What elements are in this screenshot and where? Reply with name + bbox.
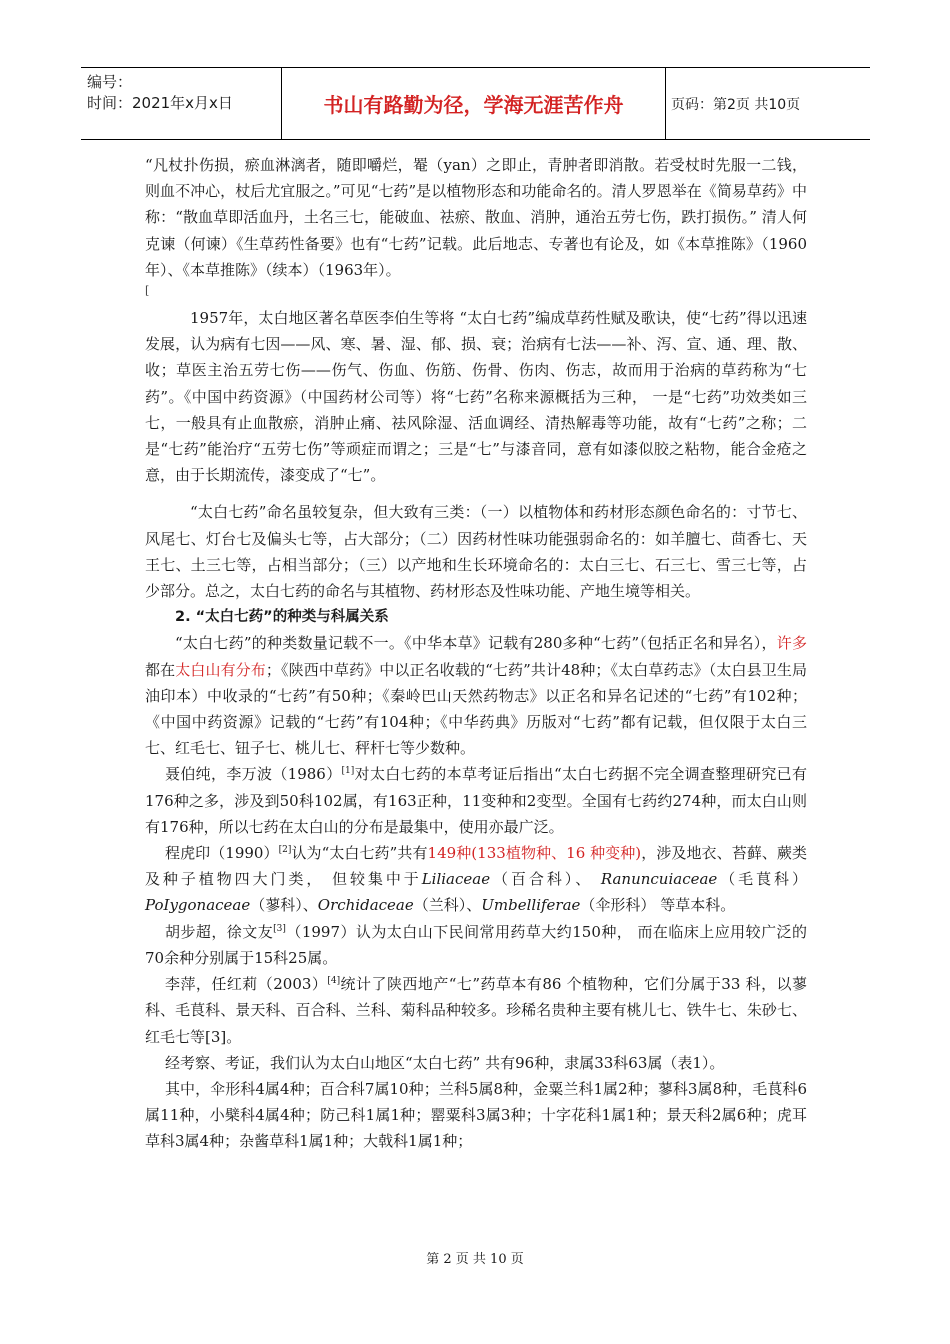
highlight-text: 太白山有分布	[175, 660, 266, 679]
latin-name: Liliaceae	[421, 870, 491, 889]
reference-1: [1]	[341, 766, 355, 777]
highlight-text: 许多	[776, 634, 807, 653]
header-page-label: 页码：第2页 共10页	[671, 96, 801, 113]
page-footer: 第 2 页 共 10 页	[426, 1252, 524, 1267]
paragraph-10: 其中，伞形科4属4种；百合科7属10种；兰科5属8种，金粟兰科1属2种；蓼科3属8种，毛茛科6属11种，小檗科4属4种；防己科1属1种；罂粟科3属3种；十字花科1属1种；景天科2属6种；虎耳草科3属4种；杂酱草科1属1种；大戟科1属1种；	[145, 1079, 807, 1151]
header-left	[87, 72, 233, 114]
latin-name: Orchidaceae	[317, 896, 414, 915]
stray-bracket: [	[145, 284, 150, 298]
paragraph-5: 聂伯纯，李万波（1986）[1]对太白七药的本草考证后指出“太白七药据不完全调查整理研究已有176种之多，涉及到50科102属，有163正种，11变种和2变型。全国有七药约274种，而太白山则有176种，所以七药在太白山的分布是最集中，使用亦最广泛。	[145, 765, 807, 836]
paragraph-8: 李萍，任红莉（2003）[4]统计了陕西地产“七”药草本有86 个植物种，它们分属于33 科，以蓼科、毛茛科、景天科、百合科、兰科、菊科品种较多。珍稀名贵种主要有桃儿七、铁牛七、朱砂七、红毛七等[3]。	[145, 975, 807, 1046]
paragraph-6: 程虎印（1990）[2]认为“太白七药”共有149种(133植物种、16 种变种)，涉及地衣、苔藓、蕨类及种子植物四大门类， 但较集中于Liliaceae（百合科）、 Ranuncuiaceae（毛茛科）PoIygonaceae（蓼科）、Orchidaceae（兰科）、Umbelliferae（伞形科） 等草本科。	[145, 844, 807, 915]
latin-name: PoIygonaceae	[145, 896, 251, 915]
paragraph-9: 经考察、考证，我们认为太白山地区“太白七药” 共有96种，隶属33科63属（表1）。	[165, 1053, 725, 1072]
paragraph-4: “太白七药”的种类数量记载不一。《中华本草》记载有280多种“七药”（包括正名和异名），许多都在太白山有分布；《陕西中草药》中以正名收载的“七药”共计48种；《太白草药志》（太白县卫生局油印本）中收录的“七药”有50种；《秦岭巴山天然药物志》以正名和异名记述的“七药”有102种；《中国中药资源》记载的“七药”有104种；《中华药典》历版对“七药”都有记载，但仅限于太白三七、红毛七、钮子七、桃儿七、秤杆七等少数种。	[145, 634, 807, 758]
header-motto: 书山有路勤为径，学海无涯苦作舟	[281, 68, 666, 139]
highlight-text: 149种(133植物种、16 种变种)	[427, 844, 642, 863]
paragraph-2: 1957年，太白地区著名草医李伯生等将 “太白七药”编成草药性赋及歌诀，使“七药”得以迅速发展，认为病有七因——风、寒、暑、湿、郁、损、衰；治病有七法——补、泻、宣、通、理、散、收；草医主治五劳七伤——伤气、伤血、伤筋、伤骨、伤肉、伤志，故而用于治病的草药称为“七药”。《中国中药资源》（中国药材公司等）将“七药”名称来源概括为三种， 一是“七药”功效类如三七，一般具有止血散瘀，消肿止痛、祛风除湿、活血调经、清热解毒等功能，故有“七药”之称；二是“七药”能治疗“五劳七伤”等顽症而谓之；三是“七”与漆音同，意有如漆似胶之粘物，能合金疮之意，由于长期流传，漆变成了“七”。	[145, 309, 807, 485]
latin-name: Umbelliferae	[481, 896, 581, 915]
section-heading-2: 2. “太白七药”的种类与科属关系	[175, 609, 389, 626]
number-label: 编号：	[87, 73, 133, 91]
paragraph-7: 胡步超，徐文友[3]（1997）认为太白山下民间常用药草大约150种， 而在临床上应用较广泛的70余种分别属于15科25属。	[145, 922, 807, 967]
reference-4: [4]	[327, 976, 341, 987]
reference-2: [2]	[278, 845, 292, 856]
time-label: 时间：2021年x月x日	[87, 94, 233, 112]
latin-name: Ranuncuiaceae	[600, 870, 718, 889]
document-body	[145, 152, 807, 1155]
paragraph-1: “凡杖扑伤损，瘀血淋漓者，随即嚼烂，罨（yan）之即止，青肿者即消散。若受杖时先服一二钱，则血不冲心，杖后尤宜服之。”可见“七药”是以植物形态和功能命名的。清人罗恩举在《简易草药》中称：“散血草即活血丹，土名三七，能破血、祛瘀、散血、消肿，通治五劳七伤，跌打损伤。” 清人何克谏（何谏）《生草药性备要》也有“七药”记载。此后地志、专著也有论及，如《本草推陈》（1960年）、《本草推陈》（续本）（1963年）。	[145, 156, 807, 279]
page-header	[81, 67, 870, 140]
reference-3: [3]	[273, 923, 286, 934]
paragraph-3: “太白七药”命名虽较复杂，但大致有三类：（一）以植物体和药材形态颜色命名的：寸节七、风尾七、灯台七及偏头七等，占大部分；（二）因药材性味功能强弱命名的：如羊膻七、茴香七、天王七、土三七等，占相当部分；（三）以产地和生长环境命名的：太白三七、石三七、雪三七等，占少部分。总之，太白七药的命名与其植物、药材形态及性味功能、产地生境等相关。	[145, 503, 807, 601]
